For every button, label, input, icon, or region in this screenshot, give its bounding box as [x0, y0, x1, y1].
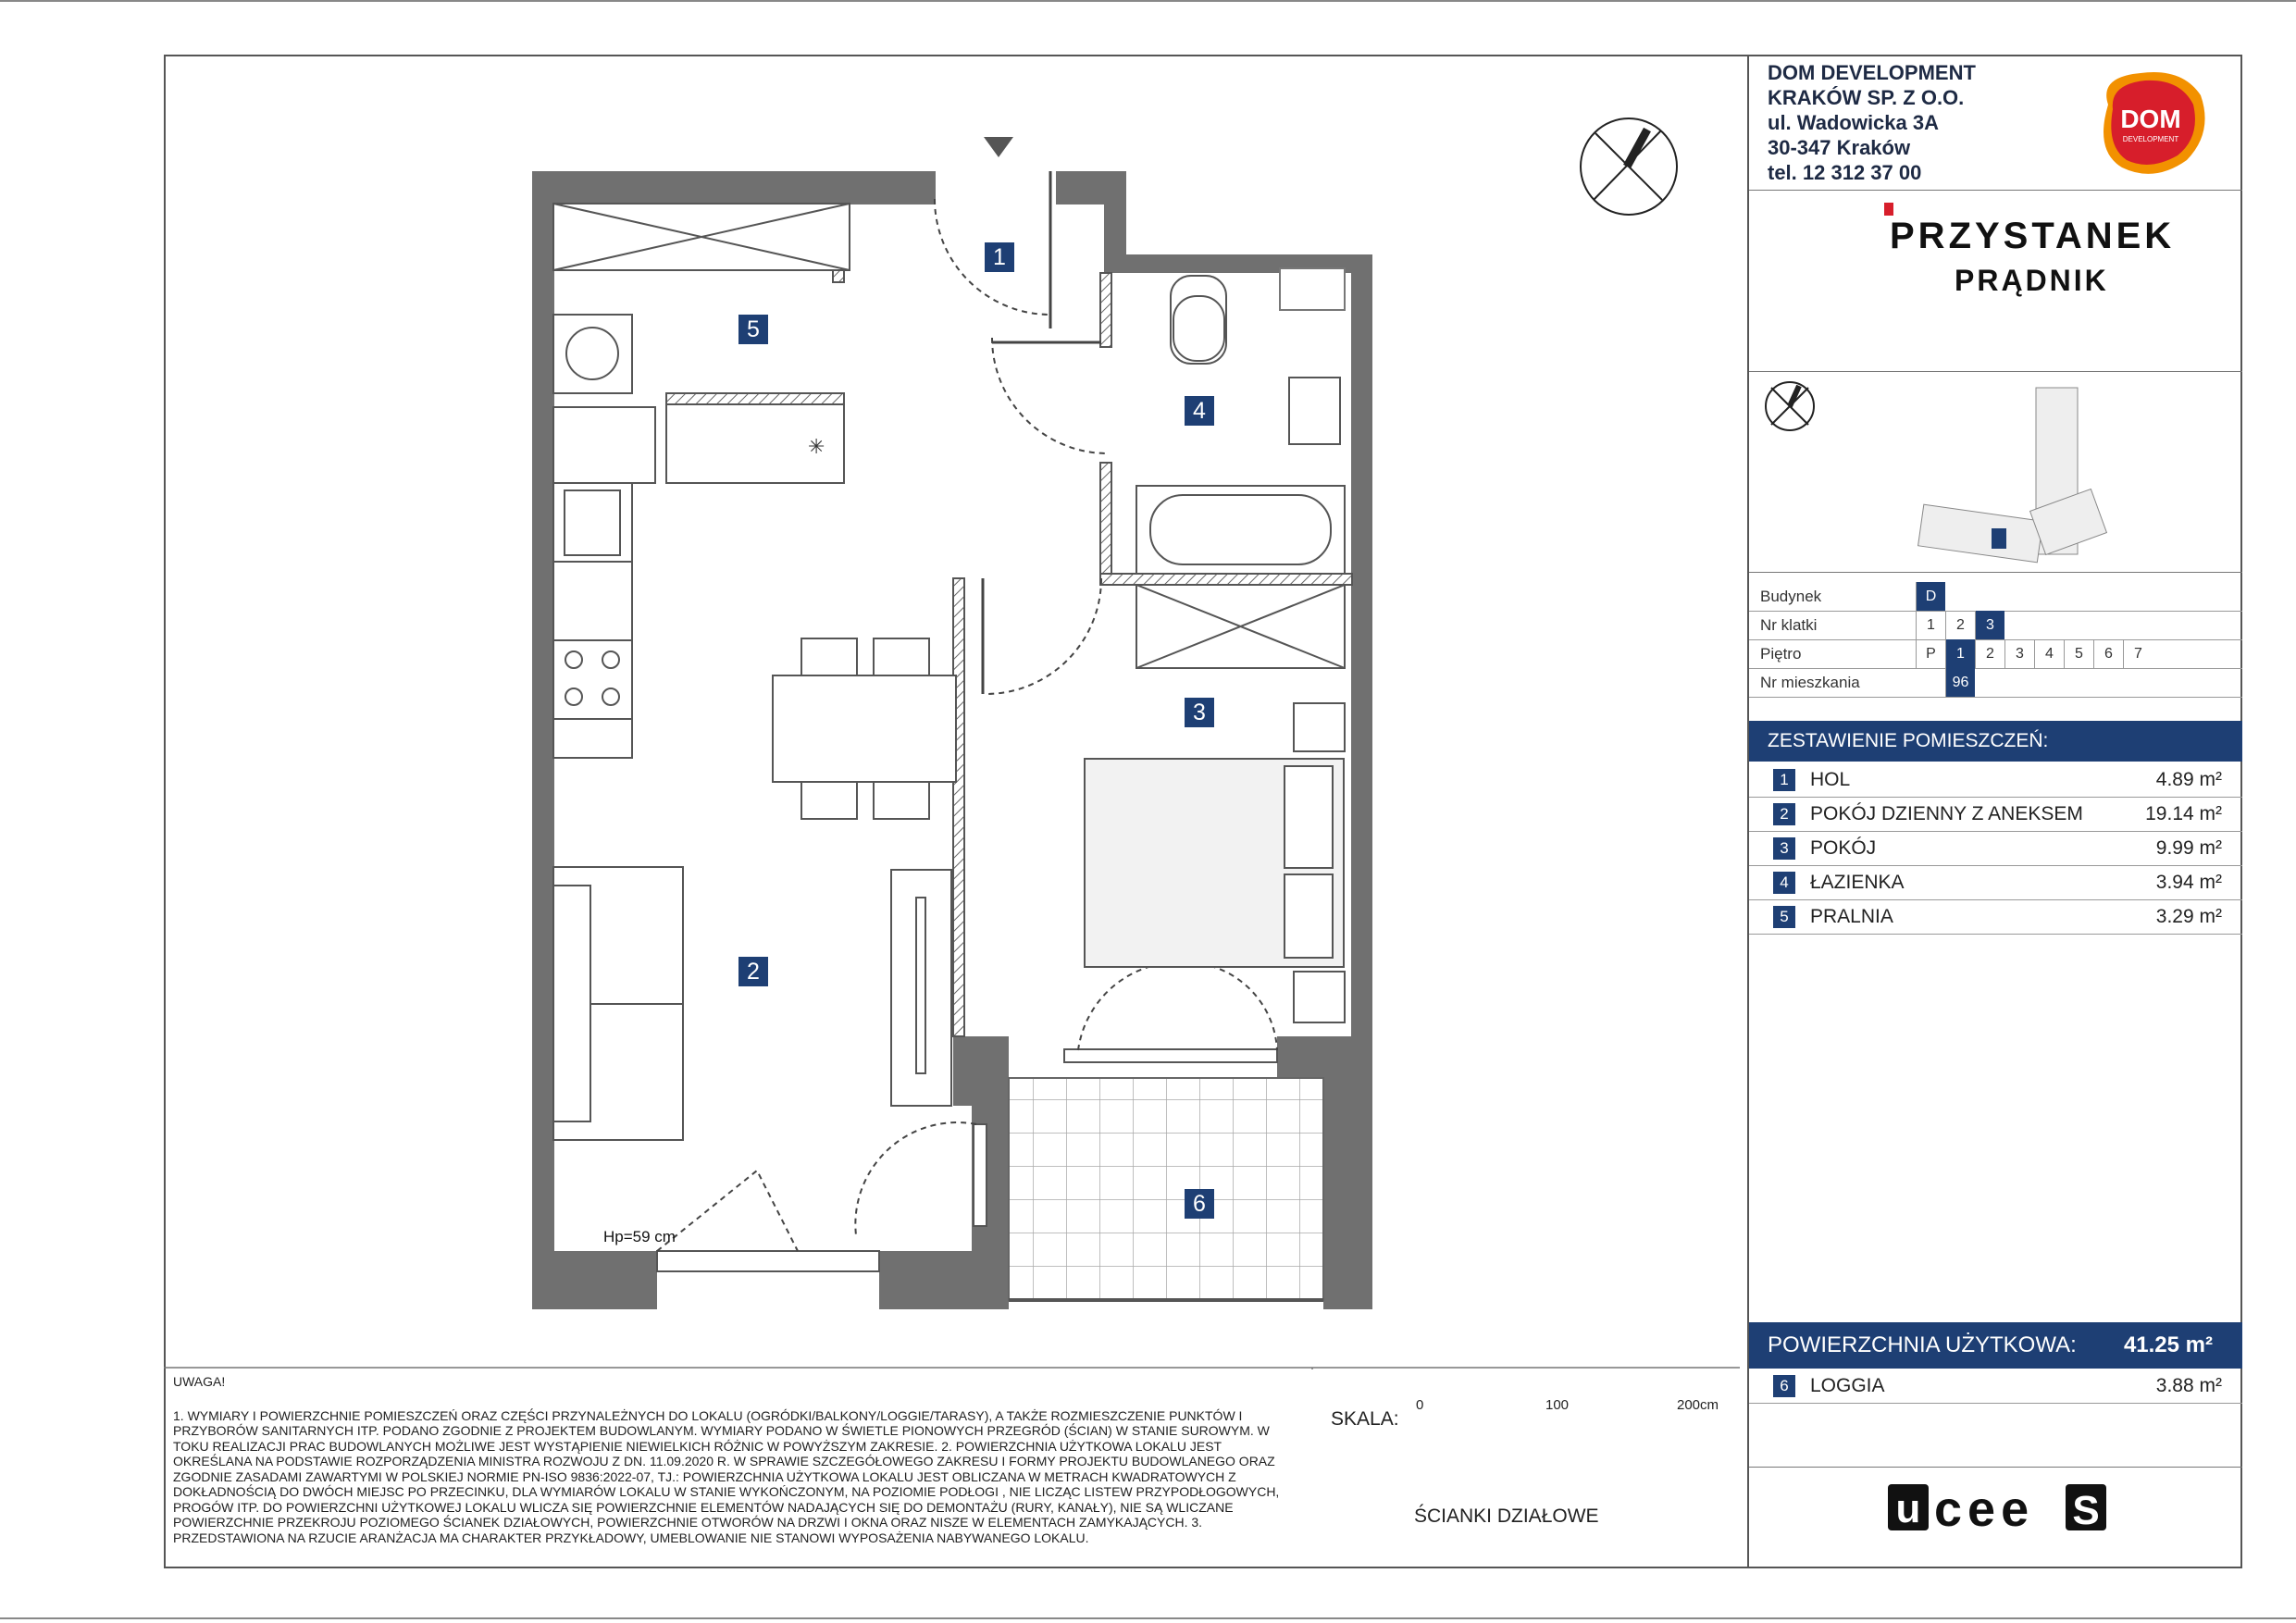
staircase-1: 1: [1916, 611, 1945, 639]
divider: [1749, 572, 2242, 573]
staircase-2: 2: [1945, 611, 1975, 639]
room-number: 2: [1773, 803, 1795, 825]
divider: [1749, 1467, 2242, 1468]
row-staircase: [1749, 611, 2242, 640]
room-name: PRALNIA: [1810, 906, 1893, 927]
sill-height-label: Hp=59 cm: [603, 1228, 676, 1245]
north-arrow: [1581, 118, 1677, 215]
room-area: 19.14 m²: [2145, 803, 2222, 824]
svg-text:DEVELOPMENT: DEVELOPMENT: [2122, 135, 2179, 143]
total-value: 41.25 m²: [2123, 1332, 2213, 1357]
floor-4: 4: [2034, 639, 2064, 668]
room-row: [1749, 900, 2242, 935]
key-plan: [1758, 378, 2240, 596]
row-building: [1749, 582, 2242, 612]
badge-room-2: 2: [738, 957, 768, 986]
divider: [1749, 371, 2242, 372]
floor-6: 6: [2093, 639, 2123, 668]
floor-7: 7: [2123, 639, 2153, 668]
company-name: DOM DEVELOPMENT: [1768, 61, 1976, 84]
row-apartment: [1749, 668, 2242, 698]
dom-development-logo: [2090, 68, 2212, 179]
apartment-label: Nr mieszkania: [1760, 674, 1860, 691]
entrance-marker: [984, 137, 1013, 157]
room-number: 4: [1773, 872, 1795, 894]
badge-room-4: 4: [1185, 396, 1214, 426]
company-name-2: KRAKÓW SP. Z O.O.: [1768, 86, 1965, 109]
svg-text:u: u: [1895, 1486, 1921, 1531]
svg-text:S: S: [2072, 1488, 2100, 1533]
scale-label: SKALA:: [1331, 1408, 1399, 1430]
scale-tick-200: 200cm: [1677, 1397, 1719, 1413]
svg-text:✳: ✳: [808, 436, 825, 459]
floor-5: 5: [2064, 639, 2093, 668]
total-label: POWIERZCHNIA UŻYTKOWA:: [1768, 1332, 2077, 1357]
room-number: 1: [1773, 769, 1795, 791]
badge-room-1: 1: [985, 242, 1014, 272]
notes-dividers: [164, 1368, 1740, 1369]
badge-room-6: 6: [1185, 1189, 1214, 1219]
furniture: [553, 204, 1345, 1140]
loggia-row: [1749, 1369, 2242, 1404]
badge-room-5: 5: [738, 315, 768, 344]
svg-text:DOM: DOM: [2120, 105, 2181, 133]
room-row: [1749, 798, 2242, 832]
room-row: [1749, 866, 2242, 900]
legend-label: ŚCIANKI DZIAŁOWE: [1414, 1505, 1599, 1527]
room-name: POKÓJ DZIENNY Z ANEKSEM: [1810, 803, 2083, 824]
company-phone: tel. 12 312 37 00: [1768, 161, 1922, 184]
badge-room-3: 3: [1185, 698, 1214, 727]
room-area: 4.89 m²: [2155, 769, 2222, 790]
notes-body: 1. WYMIARY I POWIERZCHNIE POMIESZCZEŃ ORAZ CZĘŚCI PRZYNALEŻNYCH DO LOKALU (OGRÓDKI/BALKONY/LOGGIE/TARASY), A TAKŻE ROZMIESZCZENIE PUNKTÓW I PRZYBORÓW SANITARNYCH ITP. PODANO ZGODNIE Z PROJEKTEM BUDOWLANYM. WYMIARY PODANO W ŚWIETLE PIONOWYCH PRZEGRÓD (ŚCIAN) W STANIE SUROWYM. W TOKU REALIZACJI PRAC BUDOWLANYCH MOŻLIWE JEST WYSTĄPIENIE NIEWIELKICH RÓŻNIC W POWYŻSZYM ZAKRESIE. 2. POWIERZCHNIA UŻYTKOWA LOKALU JEST OKREŚLANA NA PODSTAWIE ROZPORZĄDZENIA MINISTRA ROZWOJU Z DN. 11.09.2020 R. W SPRAWIE SZCZEGÓŁOWEGO ZAKRESU I FORMY PROJEKTU BUDOWLANEGO ORAZ ZGODNIE ZASADAMI ZAWARTYMI W POLSKIEJ NORMIE PN-ISO 9836:2022-07, TJ.: POWIERZCHNIA UŻYTKOWA LOKALU JEST OBLICZANA W METRACH KWADRATOWYCH Z DOKŁADNOŚCIĄ DO DWÓCH MIEJSC PO PRZECINKU, DLA WYMIARÓW LOKALU W STANIE WYKOŃCZONYM, NA POZIOMIE PODŁOGI , NIE LICZĄC LISTEW PRZYPODŁOGOWYCH, PROGÓW ITP. DO POWIERZCHNI UŻYTKOWEJ LOKALU WLICZA SIĘ POWIERZCHNIE ELEMENTÓW NADAJĄCYCH SIĘ DO DEMONTAŻU (RURY, KANAŁY), NIE SĄ WLICZANE POWIERZCHNIE PRZEKROJU POZIOMEGO ŚCIANEK DZIAŁOWYCH, POWIERZCHNIE OTWORÓW NA DRZWI I OKNA ORAZ NISZE W ELEMENTACH ZAMYKAJĄCYCH. 3. PRZEDSTAWIONA NA RZUCIE ARANŻACJA MA CHARAKTER PRZYKŁADOWY, UMEBLOWANIE NIE STANOWI WYPOSAŻENIA NABYWANEGO LOKALU.: [173, 1407, 1280, 1545]
side-panel: [1747, 55, 2242, 1568]
usable-area-total: [1749, 1322, 2242, 1369]
room-name: HOL: [1810, 769, 1851, 790]
svg-text:cee: cee: [1934, 1481, 2035, 1535]
room-row: [1749, 832, 2242, 866]
room-number: 6: [1773, 1375, 1795, 1397]
project-name-line2: PRĄDNIK: [1955, 264, 2109, 297]
room-number: 3: [1773, 837, 1795, 860]
staircase-label: Nr klatki: [1760, 616, 1818, 634]
uceess-logo: [1888, 1480, 2110, 1535]
floor-2: 2: [1975, 639, 2004, 668]
room-row: [1749, 763, 2242, 798]
company-street: ul. Wadowicka 3A: [1768, 111, 1940, 134]
floor-1: 1: [1945, 639, 1975, 668]
floor-label: Piętro: [1760, 645, 1802, 663]
row-floor: [1749, 639, 2242, 669]
building-label: Budynek: [1760, 588, 1822, 605]
bottom-rule: [0, 1617, 2296, 1619]
apartment-number: 96: [1945, 668, 1975, 697]
notes-heading: UWAGA!: [173, 1374, 226, 1389]
project-name-line1: PRZYSTANEK: [1890, 216, 2176, 256]
room-area: 9.99 m²: [2155, 837, 2222, 859]
room-number: 5: [1773, 906, 1795, 928]
company-address: [1768, 60, 1976, 185]
divider: [1749, 190, 2242, 191]
rooms-header: ZESTAWIENIE POMIESZCZEŃ:: [1749, 721, 2242, 762]
room-area: 3.88 m²: [2155, 1375, 2222, 1396]
loggia-floor: [1009, 1078, 1323, 1300]
floor-3: 3: [2004, 639, 2034, 668]
room-name: POKÓJ: [1810, 837, 1877, 859]
staircase-3: 3: [1975, 611, 2004, 639]
scale-tick-0: 0: [1416, 1397, 1424, 1413]
room-name: LOGGIA: [1810, 1375, 1885, 1396]
room-name: ŁAZIENKA: [1810, 872, 1905, 893]
floor-p: P: [1916, 639, 1945, 668]
company-city: 30-347 Kraków: [1768, 136, 1911, 159]
room-area: 3.94 m²: [2155, 872, 2222, 893]
notes: [173, 1374, 1297, 1545]
scale-tick-100: 100: [1545, 1397, 1570, 1413]
building-value: D: [1916, 582, 1945, 611]
room-area: 3.29 m²: [2155, 906, 2222, 927]
